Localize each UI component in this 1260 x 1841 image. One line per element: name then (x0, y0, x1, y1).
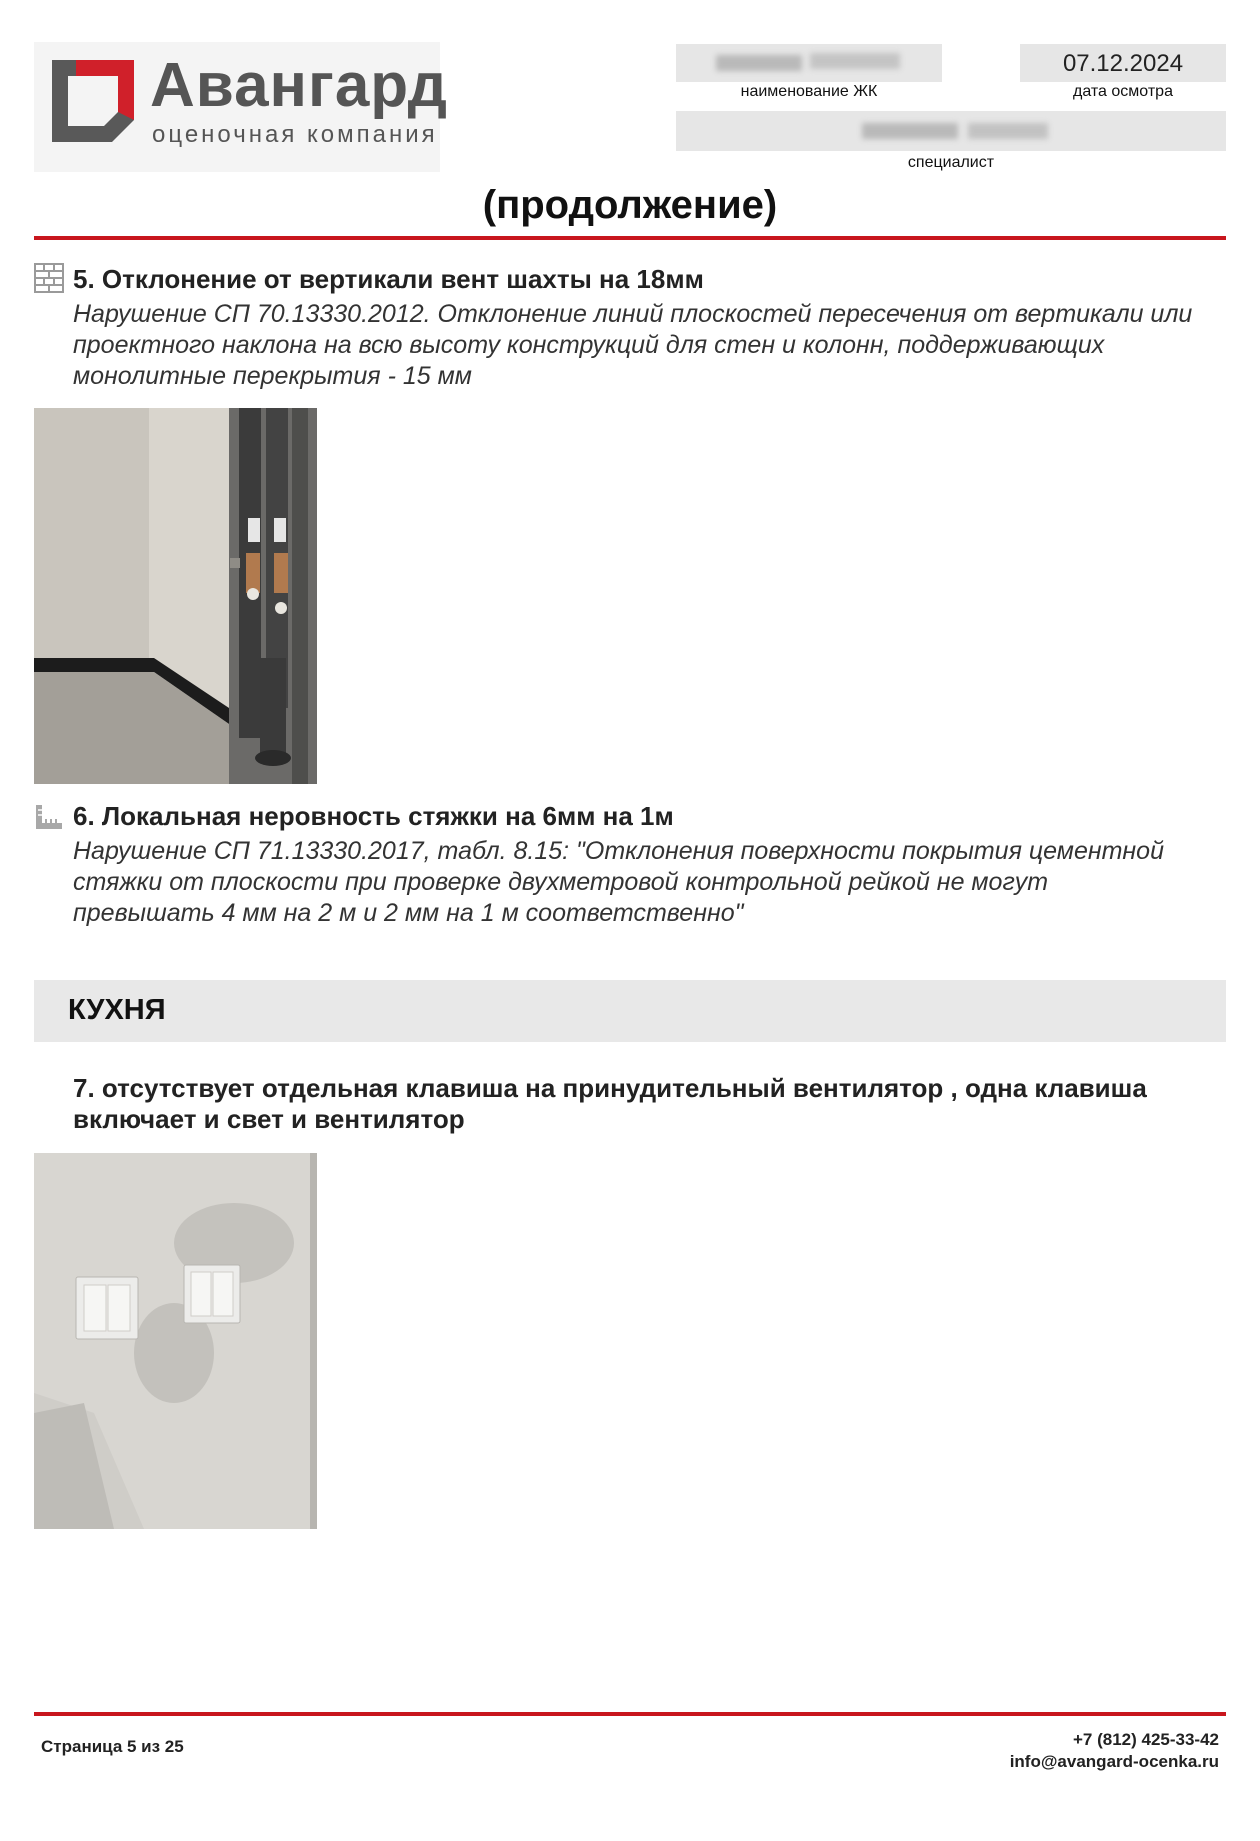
defect-description-6: Нарушение СП 71.13330.2017, табл. 8.15: "Отклонения поверхности покрытия цементной стяжки от плоскости при проверке двухметровой контрольной рейкой не могут превышать 4 мм на 2 м и 2 мм на 1 м соответственно" (73, 837, 1164, 927)
defect-photo-vent-shaft (34, 408, 317, 784)
defect-photo-light-switches (34, 1153, 317, 1529)
defect-heading-5: 5. Отклонение от вертикали вент шахты на 18мм (73, 264, 704, 294)
vent-shaft-photo-image (34, 408, 317, 784)
page-number: Страница 5 из 25 (41, 1737, 184, 1756)
defect-heading-7: 7. отсутствует отдельная клавиша на принудительный вентилятор , одна клавиша включает и свет и вентилятор (73, 1073, 1147, 1134)
contact-phone: +7 (812) 425-33-42 (1072, 1730, 1219, 1749)
specialist-caption: специалист (907, 154, 995, 171)
floor-ruler-icon (34, 803, 64, 831)
defect-heading-6: 6. Локальная неровность стяжки на 6мм на 1м (73, 801, 674, 831)
logo-tagline: оценочная компания (152, 121, 438, 148)
header-divider (34, 236, 1226, 240)
inspection-date-value: 07.12.2024 (1062, 50, 1184, 77)
complex-name-field (676, 44, 942, 82)
logo-name: Авангард (150, 51, 448, 120)
specialist-field (676, 111, 1226, 151)
inspection-date-field (1020, 44, 1226, 82)
complex-name-caption: наименование ЖК (740, 83, 878, 100)
section-header-kitchen (34, 980, 1226, 1042)
company-logo (34, 42, 448, 172)
page-title: (продолжение) (482, 183, 778, 227)
footer-contacts (1010, 1729, 1219, 1773)
inspection-date-caption: дата осмотра (1073, 83, 1173, 100)
light-switches-photo-image (34, 1153, 317, 1529)
defect-description-5: Нарушение СП 70.13330.2012. Отклонение линий плоскостей пересечения от вертикали или проектного наклона на всю высоту конструкций для стен и колонн, поддерживающих монолитные перекрытия - 15 мм (73, 300, 1193, 390)
footer-divider (34, 1712, 1226, 1716)
section-title: КУХНЯ (68, 994, 166, 1026)
contact-email: info@avangard-ocenka.ru (1009, 1752, 1219, 1771)
brick-wall-icon (34, 263, 64, 293)
logo-mark-icon (52, 60, 134, 142)
